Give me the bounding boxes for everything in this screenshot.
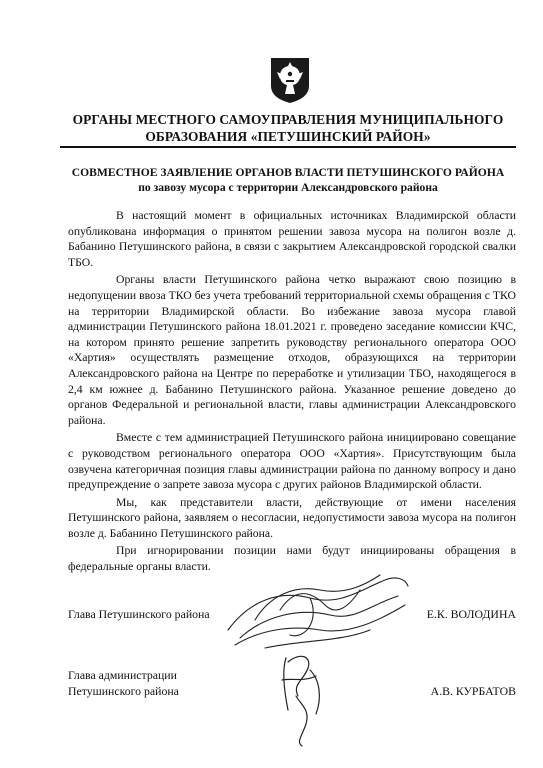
admin-title-line2: Петушинского района: [68, 683, 179, 698]
organization-title: [60, 111, 516, 145]
statement-body: [68, 208, 516, 577]
statement-title: [60, 165, 516, 195]
organization-title-line2: ОБРАЗОВАНИЯ «ПЕТУШИНСКИЙ РАЙОН»: [145, 129, 431, 144]
coat-of-arms-emblem-icon: [269, 56, 311, 104]
admin-title-line1: Глава администрации: [68, 668, 177, 682]
paragraph-2: Органы власти Петушинского района четко выражают свою позицию в недопущении ввоза ТКО без учета требований территориальной схемы обращения с ТКО на территории Владимирской области. Во избежание завоза мусора главой администрации Петушинского района 18.01.2021 г. проведено заседание комиссии КЧС, на котором принято решение запретить руководству регионального оператора ООО «Хартия» осуществлять размещение отходов, образующихся на территории Александровского района на Центре по переработке и утилизации ТБО, находящегося в 2,4 км южнее д. Бабанино Петушинского района. Указанное решение доведено до органов Федеральной и региональной власти, главы администрации Александровского района.: [68, 273, 516, 427]
organization-title-line1: ОРГАНЫ МЕСТНОГО САМОУПРАВЛЕНИЯ МУНИЦИПАЛЬНОГО: [72, 112, 504, 127]
admin-title: [68, 668, 179, 699]
head-name: Е.К. ВОЛОДИНА: [426, 607, 516, 621]
paragraph-5: При игнорировании позиции нами будут инициированы обращения в федеральные органы власти.: [68, 544, 516, 574]
statement-title-line1: СОВМЕСТНОЕ ЗАЯВЛЕНИЕ ОРГАНОВ ВЛАСТИ ПЕТУШИНСКОГО РАЙОНА: [71, 166, 505, 179]
paragraph-1: В настоящий момент в официальных источниках Владимирской области опубликована информация о принятом решении завоза мусора на полигон возле д. Бабанино Петушинского района, в связи с закрытием Александровской городской свалки ТБО.: [68, 209, 516, 269]
paragraph-4: Мы, как представители власти, действующие от имени населения Петушинского района, заявляем о несогласии, недопустимости завоза мусора на полигон возле д. Бабанино Петушинского района.: [68, 495, 516, 540]
handwritten-signature-2: [272, 640, 332, 750]
paragraph-3: Вместе с тем администрацией Петушинского района инициировано совещание с руководством регионального оператора ООО «Хартия». Присутствующим была озвучена категоричная позиция главы администрации района по данному вопросу и дано предупреждение о запрете завоза мусора с других районов Владимирской области.: [68, 431, 516, 492]
header-divider: [60, 146, 516, 148]
statement-title-line2: по завозу мусора с территории Александровского района: [138, 181, 438, 194]
head-title: Глава Петушинского района: [68, 607, 210, 621]
admin-name: А.В. КУРБАТОВ: [430, 684, 516, 698]
